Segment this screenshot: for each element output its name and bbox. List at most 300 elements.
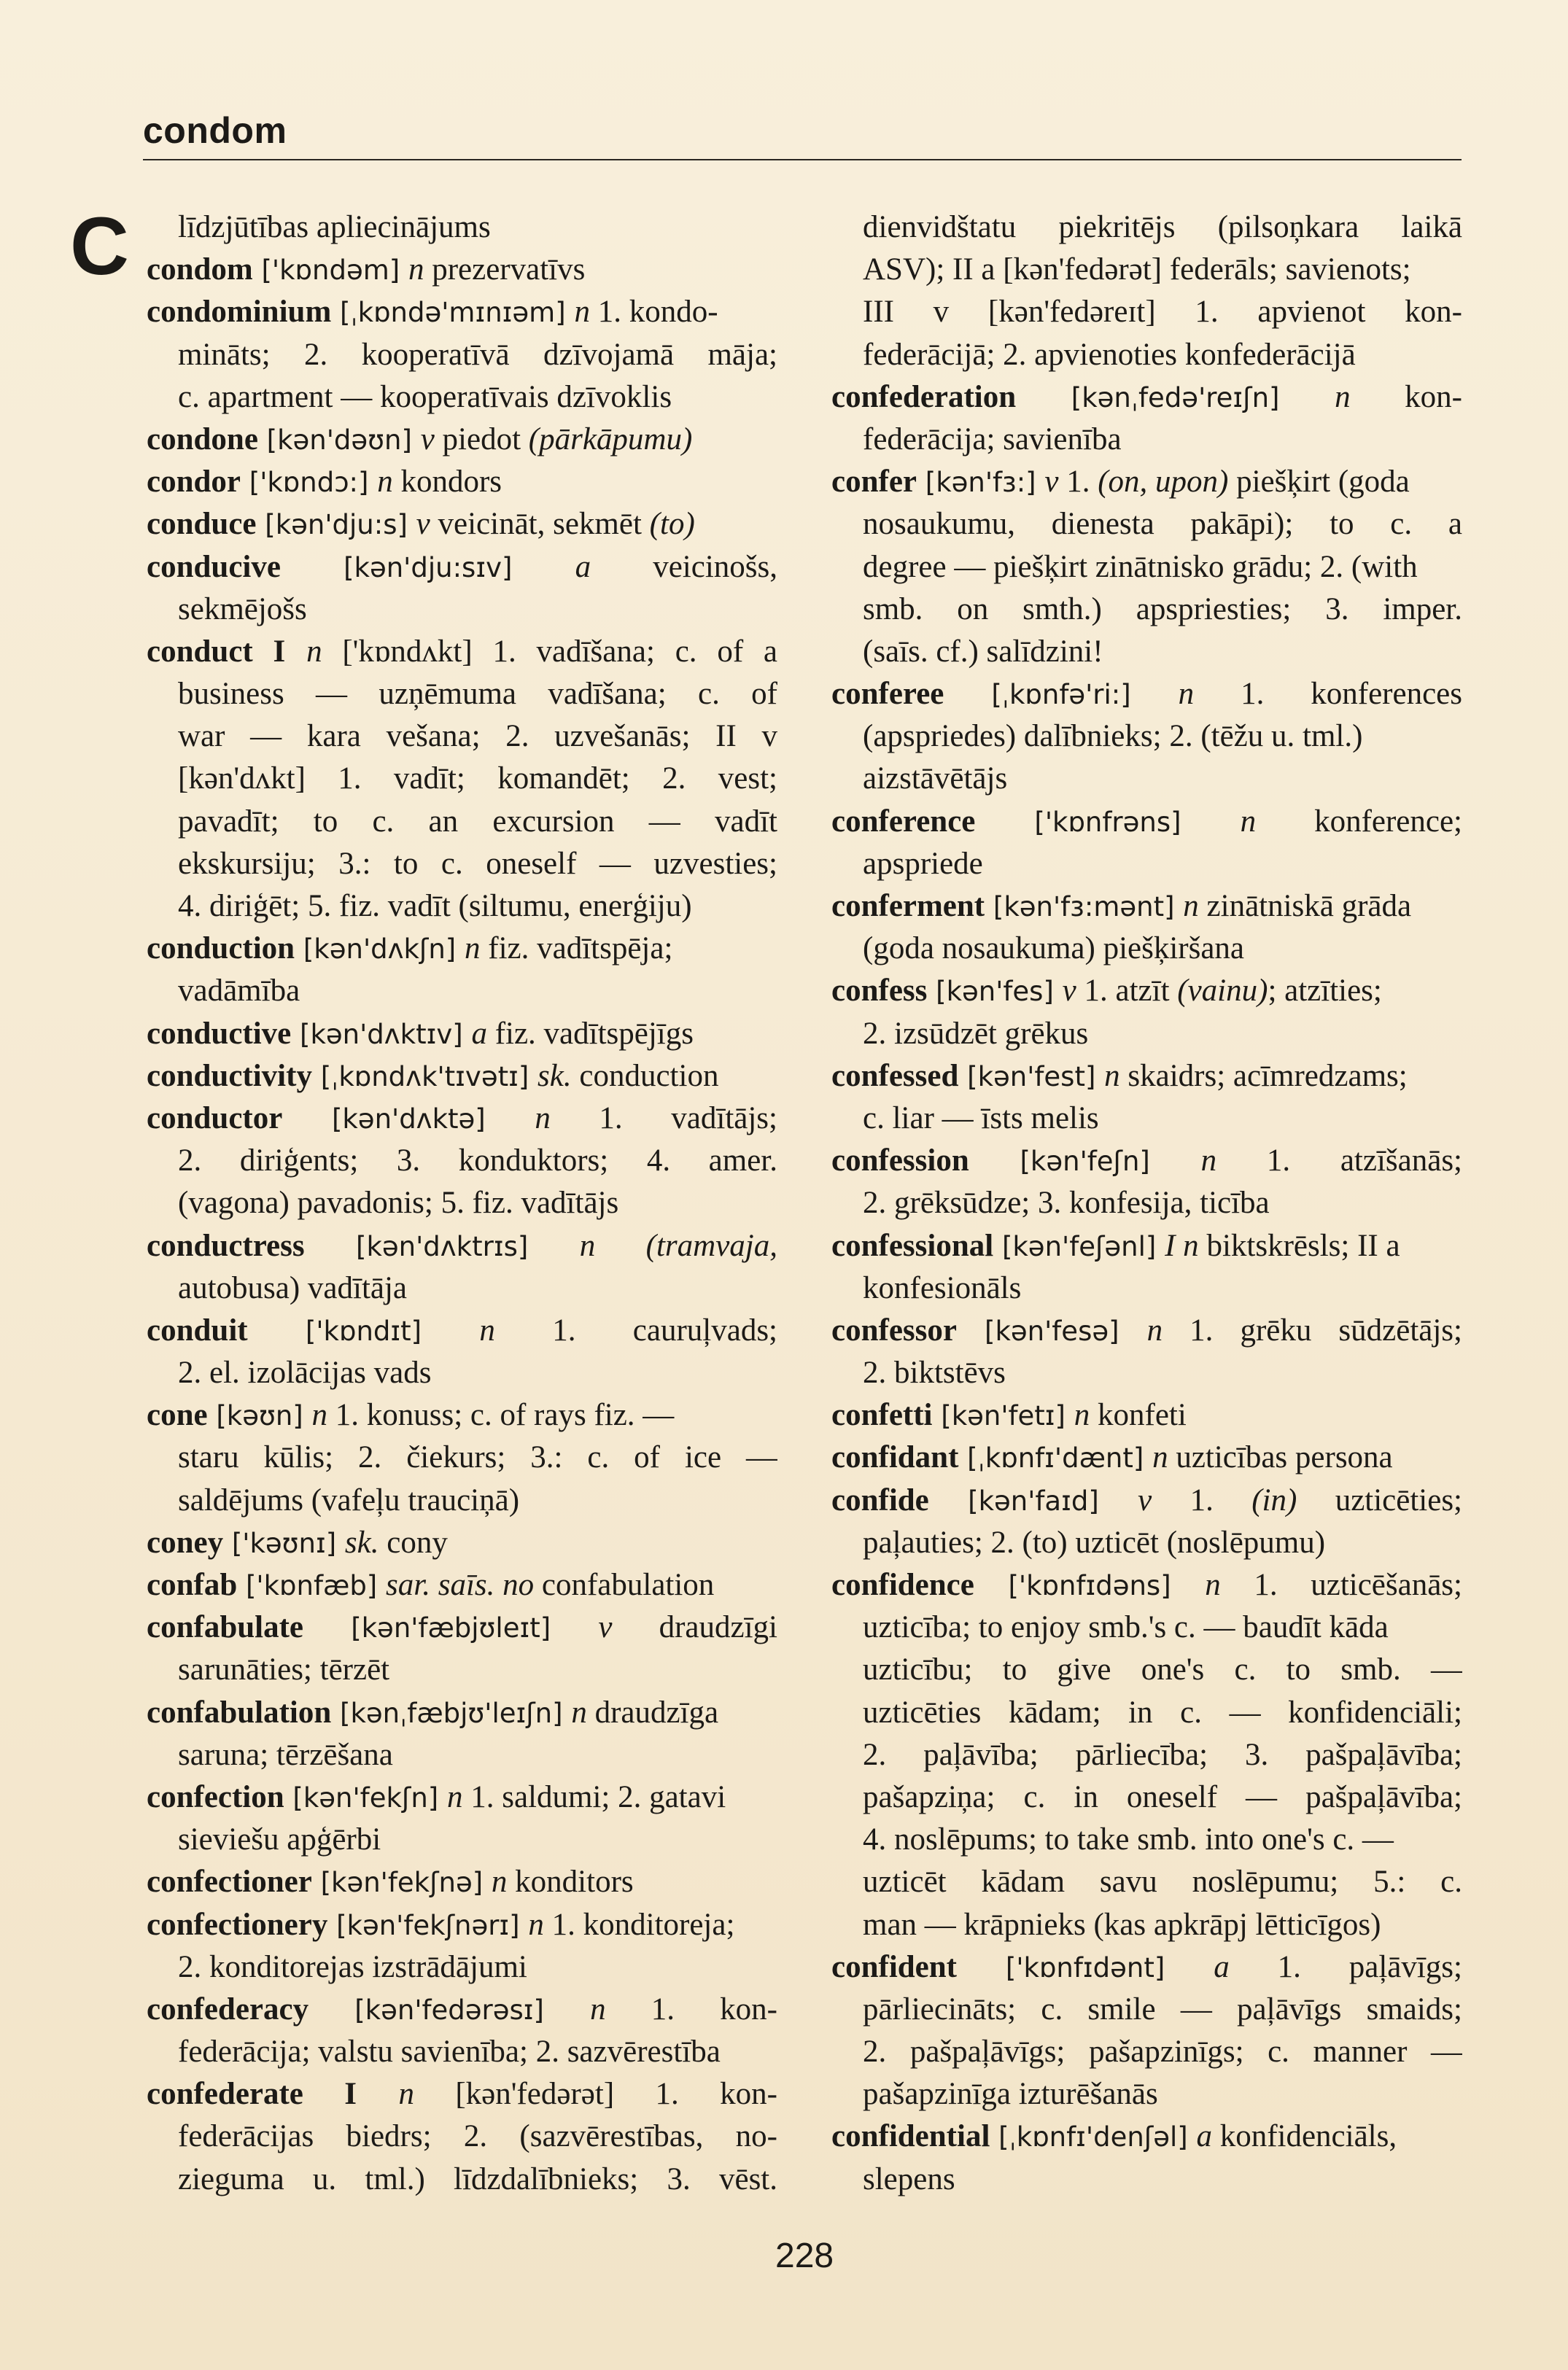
entry-text: pašapziņa; c. in oneself — pašpaļāvība; [863,1779,1462,1814]
part-of-speech: sk. [344,1525,379,1560]
continuation-line [147,843,777,885]
definition: 1. konditoreja; [543,1907,735,1942]
entry-text: federācijas biedrs; 2. (sazvērestības, no- [178,2119,777,2154]
continuation-line [831,1013,1462,1055]
headword: confessed [831,1058,959,1093]
entry-text: apspriede [863,846,983,881]
entry-line [831,461,1462,503]
definition: konditors [507,1865,634,1900]
pronunciation: [kən'fedərəsɪ] [308,1994,591,2026]
definition: konference; [1256,804,1462,839]
continuation-line [147,801,777,843]
part-of-speech: n [1205,1568,1221,1602]
continuation-line [831,503,1462,545]
left-column [147,206,777,2201]
definition: [kən'fedərət] 1. kon- [414,2077,777,2112]
headword: conduction [147,931,295,966]
definition: ['kɒndʌkt] 1. vadīšana; c. of a [322,634,777,669]
definition: draudzīga [586,1695,719,1730]
entry-line [831,376,1462,419]
definition: 1. vadītājs; [550,1100,777,1135]
pronunciation: [ˌkɒnfə'ri:] [944,679,1179,711]
part-of-speech: n [491,1865,508,1900]
part-of-speech: v [1044,465,1059,500]
continuation-line [831,334,1462,376]
definition-continued: uzticēties; [1297,1483,1462,1518]
entry-text: sarunāties; tērzēt [178,1652,390,1687]
part-of-speech: n [535,1100,551,1135]
entry-text: 2. paļāvība; pārliecība; 3. pašpaļāvība; [863,1737,1462,1772]
continuation-line [831,1522,1462,1564]
usage-label: (to) [641,507,695,542]
entry-text: pašapzinīga izturēšanās [863,2077,1158,2112]
entry-text: konfesionāls [863,1270,1022,1305]
entry-text: 2. konditorejas izstrādājumi [178,1949,527,1984]
pronunciation: ['kɒndɪt] [247,1315,480,1347]
entry-text: uzticība; to enjoy smb.'s c. — baudīt kāda [863,1610,1389,1645]
headword: conduct I [147,634,286,669]
headword: confession [831,1143,969,1178]
headword: condom [147,252,253,287]
continuation-line [147,1946,777,1989]
pronunciation: [kən'fekʃn] [284,1782,447,1814]
headword: confederation [831,379,1017,414]
entry-line [831,2115,1462,2158]
entry-text: 4. noslēpums; to take smb. into one's c. — [863,1822,1394,1857]
definition: skaidrs; acīmredzams; [1119,1058,1408,1093]
part-of-speech: n [1152,1440,1168,1475]
headword: confetti [831,1398,933,1433]
entry-text: paļauties; 2. (to) uzticēt (noslēpumu) [863,1525,1326,1560]
pronunciation: ['kɒnfrəns] [975,806,1241,838]
headword: confab [147,1568,238,1602]
entry-line [147,928,777,970]
pronunciation: [kən'fæbjʊleɪt] [303,1612,599,1644]
part-of-speech: n [1074,1398,1090,1433]
continuation-line [147,1819,777,1861]
continuation-line [831,928,1462,970]
usage-label: (in) [1251,1483,1297,1518]
continuation-line [831,1352,1462,1394]
entry-line [147,1097,777,1140]
headword: conferment [831,889,985,923]
entry-text: (apspriedes) dalībnieks; 2. (tēžu u. tml.) [863,719,1363,754]
entry-line [831,885,1462,928]
part-of-speech: v [1062,974,1076,1009]
continuation-line [831,631,1462,673]
continuation-line [831,715,1462,758]
pronunciation: [ˌkɒndə'mɪnɪəm] [331,297,575,329]
continuation-line [147,1734,777,1776]
definition-continued: ; atzīties; [1268,974,1382,1009]
definition: konfeti [1090,1398,1187,1433]
definition: veicinošs, [591,549,777,584]
continuation-line [831,1649,1462,1691]
definition: 1. kon- [605,1992,777,2027]
pronunciation: ['kɒndɔ:] [241,467,378,499]
definition: fiz. vadītspēja; [480,931,673,966]
definition: 1. paļāvīgs; [1229,1949,1462,1984]
pronunciation: [kən'feʃn] [969,1146,1201,1178]
headword: confident [831,1949,957,1984]
running-head: condom [143,110,287,151]
pronunciation: [kən'dʌktə] [282,1103,535,1135]
entry-text: 2. diriģents; 3. konduktors; 4. amer. [178,1143,777,1178]
entry-text: (goda nosaukuma) piešķiršana [863,931,1245,966]
definition: veicināt, sekmēt [430,507,642,542]
entry-text: saruna; tērzēšana [178,1737,393,1772]
continuation-line [147,1649,777,1691]
entry-text: c. apartment — kooperatīvais dzīvoklis [178,379,672,414]
pronunciation: [kən'fetɪ] [932,1400,1074,1432]
entry-line [147,631,777,673]
headword: conferee [831,677,944,712]
continuation-line [831,1989,1462,2031]
continuation-line [147,673,777,715]
pronunciation: [kən'fɜ:] [917,467,1045,499]
entry-text: vadāmība [178,974,300,1009]
headword: confer [831,465,917,500]
part-of-speech: n [1183,889,1199,923]
continuation-line [831,249,1462,291]
part-of-speech: a [471,1016,487,1051]
continuation-line [831,2073,1462,2115]
definition: fiz. vadītspējīgs [486,1016,694,1051]
entry-text: war — kara vešana; 2. uzvešanās; II v [178,719,777,754]
continuation-line [147,1182,777,1224]
entry-line [147,503,777,545]
headword: conducive [147,549,281,584]
entry-text: degree — piešķirt zinātnisko grādu; 2. (with [863,549,1418,584]
entry-text: mināts; 2. kooperatīvā dzīvojamā māja; [178,337,777,372]
part-of-speech: n [1335,379,1351,414]
continuation-line [147,2159,777,2201]
entry-line [831,1946,1462,1989]
continuation-line [831,419,1462,461]
entry-text: federācijā; 2. apvienoties konfederācijā [863,337,1356,372]
usage-label: (tramvaja, [595,1228,777,1263]
continuation-line [831,588,1462,631]
part-of-speech: n [377,465,393,500]
pronunciation: [kən'fekʃnə] [311,1867,492,1899]
entry-text: zieguma u. tml.) līdzdalībnieks; 3. vēst. [178,2161,777,2196]
pronunciation: ['kɒndəm] [252,255,408,287]
continuation-line [831,1692,1462,1734]
part-of-speech: n [446,1779,463,1814]
definition: piedot [434,421,529,456]
entry-line [831,1437,1462,1479]
continuation-line [831,291,1462,333]
part-of-speech: n [465,931,481,966]
definition: uzticības persona [1168,1440,1393,1475]
part-of-speech: n [1200,1143,1217,1178]
continuation-line [147,2115,777,2158]
right-column [831,206,1462,2201]
entry-line [147,1310,777,1352]
entry-text: 2. biktstēvs [863,1356,1006,1391]
headword: confidential [831,2119,990,2154]
entry-text: pavadīt; to c. an excursion — vadīt [178,804,777,839]
headword: confidence [831,1568,974,1602]
header-rule [143,159,1462,160]
continuation-line [147,1352,777,1394]
entry-line [147,1989,777,2031]
entry-line [147,1606,777,1649]
continuation-line [147,376,777,419]
headword: conductor [147,1100,283,1135]
headword: confessor [831,1313,957,1348]
part-of-speech: n [574,295,590,330]
pronunciation: [ˌkɒndʌk'tɪvətɪ] [311,1060,538,1092]
entry-text: business — uzņēmuma vadīšana; c. of [178,677,777,712]
entry-line [831,1225,1462,1267]
definition: prezervatīvs [424,252,586,287]
entry-text: sieviešu apģērbi [178,1822,381,1857]
headword: confabulation [147,1695,332,1730]
continuation-line [147,588,777,631]
pronunciation: [kənˌfæbjʊ'leɪʃn] [331,1697,572,1729]
definition: 1. cauruļvads; [494,1313,777,1348]
part-of-speech: sar. saīs. no [386,1568,535,1602]
definition: 1. saldumi; 2. gatavi [462,1779,726,1814]
definition: conduction [571,1058,719,1093]
entry-line [147,1861,777,1903]
continuation-line [831,1904,1462,1946]
continuation-line [831,1819,1462,1861]
headword: confidant [831,1440,959,1475]
pronunciation: [kən'fekʃnərɪ] [327,1909,529,1941]
headword: confederate I [147,2077,357,2112]
entry-line [147,1776,777,1819]
part-of-speech: v [598,1610,613,1645]
continuation-line [147,334,777,376]
part-of-speech: n [408,252,424,287]
entry-text: sekmējošs [178,591,307,626]
entry-text: ekskursiju; 3.: to c. oneself — uzvesties; [178,846,777,881]
continuation-line [831,1776,1462,1819]
headword: confide [831,1483,929,1518]
entry-text: (saīs. cf.) salīdzini! [863,634,1103,669]
entry-line [831,1055,1462,1097]
pronunciation: [kən'fɜ:mənt] [985,891,1184,922]
headword: condone [147,421,258,456]
continuation-line [831,1734,1462,1776]
pronunciation: [kən'dəʊn] [257,424,421,456]
continuation-line [831,206,1462,249]
part-of-speech: n [590,1992,606,2027]
continuation-line [831,1606,1462,1649]
entry-text: III v [kən'fedəreɪt] 1. apvienot kon- [863,295,1462,330]
headword: confection [147,1779,284,1814]
definition: 1. atzīt [1076,974,1178,1009]
definition: 1. atzīšanās; [1216,1143,1462,1178]
part-of-speech: n [571,1695,587,1730]
entry-text: staru kūlis; 2. čiekurs; 3.: c. of ice — [178,1440,777,1475]
definition: 1. kondo- [589,295,718,330]
headword: confectionery [147,1907,328,1942]
part-of-speech: v [1138,1483,1152,1518]
continuation-line [831,1267,1462,1310]
continuation-line [147,1480,777,1522]
pronunciation: [kənˌfedə'reɪʃn] [1016,381,1335,413]
continuation-line [147,758,777,800]
headword: conduce [147,507,257,542]
entry-text: nosaukumu, dienesta pakāpi); to c. a [863,507,1462,542]
entry-line [831,673,1462,715]
part-of-speech: a [575,549,591,584]
part-of-speech: n [398,2077,414,2112]
entry-line [147,546,777,588]
usage-label: (vainu) [1177,974,1268,1009]
entry-text: [kən'dʌkt] 1. vadīt; komandēt; 2. vest; [178,761,777,796]
definition: confabulation [534,1568,715,1602]
entry-text: man — krāpnieks (kas apkrāpj lētticīgos) [863,1907,1381,1942]
continuation-line [831,546,1462,588]
definition: kondors [392,465,502,500]
entry-text: federācija; valstu savienība; 2. sazvērestība [178,2035,721,2070]
entry-line [831,1310,1462,1352]
pronunciation: [ˌkɒnfɪ'dænt] [958,1442,1153,1475]
entry-line [147,1225,777,1267]
entry-text: (vagona) pavadonis; 5. fiz. vadītājs [178,1186,619,1221]
part-of-speech: n [479,1313,495,1348]
part-of-speech: n [579,1228,596,1263]
pronunciation: [kən'fes] [927,976,1063,1008]
definition: 1. konuss; c. of rays fiz. — [327,1398,675,1433]
part-of-speech: n [1178,677,1195,712]
continuation-line [147,715,777,758]
entry-text: dienvidštatu piekritējs (pilsoņkara laikā [863,210,1462,244]
page-number: 228 [775,2237,834,2275]
headword: conductivity [147,1058,312,1093]
definition: draudzīgi [612,1610,777,1645]
definition: 1. grēku sūdzētājs; [1163,1313,1462,1348]
definition: 1. konferences [1194,677,1462,712]
pronunciation: [kən'dʌkʃn] [295,933,465,966]
entry-text: federācija; savienība [863,421,1122,456]
part-of-speech: n [1104,1058,1120,1093]
continuation-line [831,2159,1462,2201]
part-of-speech: n [311,1398,327,1433]
pronunciation: [kən'dʌktrɪs] [304,1230,580,1262]
entry-line [147,2073,777,2115]
entry-text: ASV); II a [kən'fedərət] federāls; savienots; [863,252,1411,287]
entry-line [147,1904,777,1946]
entry-line [831,970,1462,1012]
entry-line [147,419,777,461]
entry-line [147,1055,777,1097]
pronunciation: ['kɒnfɪdənt] [957,1951,1214,1984]
part-of-speech: sk. [537,1058,572,1093]
headword: coney [147,1525,224,1560]
entry-text: 2. grēksūdze; 3. konfesija, ticība [863,1186,1270,1221]
entry-text: c. liar — īsts melis [863,1100,1099,1135]
entry-line [831,1394,1462,1437]
pronunciation: [kən'fest] [958,1060,1105,1092]
continuation-line [147,206,777,249]
headword: conference [831,804,976,839]
headword: confederacy [147,1992,309,2027]
part-of-speech: n [1146,1313,1163,1348]
continuation-line [831,1861,1462,1903]
definition: zinātniskā grāda [1198,889,1412,923]
entry-text: autobusa) vadītāja [178,1270,408,1305]
definition: kon- [1350,379,1462,414]
part-of-speech: I n [1165,1228,1199,1263]
entry-line [147,1692,777,1734]
headword: condominium [147,295,332,330]
headword: conductive [147,1016,292,1051]
part-of-speech: n [528,1907,544,1942]
entry-line [147,1394,777,1437]
entry-text: smb. on smth.) apspriesties; 3. imper. [863,591,1462,626]
continuation-line [831,1182,1462,1224]
entry-line [147,249,777,291]
headword: confess [831,974,928,1009]
pronunciation: [kən'dju:s] [256,509,416,541]
continuation-line [831,758,1462,800]
pronunciation: [kən'dju:sɪv] [280,551,575,583]
entry-text: 2. izsūdzēt grēkus [863,1016,1089,1051]
entry-text: uzticību; to give one's c. to smb. — [863,1652,1462,1687]
continuation-line [147,2031,777,2073]
pronunciation: [kən'fesə] [956,1315,1147,1347]
pronunciation: [kən'faɪd] [928,1485,1138,1517]
pronunciation: [kən'dʌktɪv] [291,1018,472,1050]
entry-line [831,1140,1462,1182]
entry-text: uzticēties kādam; in c. — konfidenciāli; [863,1695,1462,1730]
part-of-speech: a [1214,1949,1230,1984]
pronunciation: [kən'feʃənl] [993,1230,1165,1262]
entry-line [147,1013,777,1055]
entry-text: uzticēt kādam savu noslēpumu; 5.: c. [863,1865,1462,1900]
definition: 1. uzticēšanās; [1220,1568,1462,1602]
continuation-line [147,970,777,1012]
continuation-line [147,1140,777,1182]
pronunciation [357,2079,398,2110]
pronunciation: [ˌkɒnfɪ'denʃəl] [990,2121,1197,2153]
headword: confectioner [147,1865,312,1900]
entry-line [147,1564,777,1606]
entry-line [831,1480,1462,1522]
entry-text: slepens [863,2161,955,2196]
part-of-speech: n [306,634,322,669]
continuation-line [147,885,777,928]
pronunciation [285,637,306,668]
definition: biktskrēsls; II a [1198,1228,1400,1263]
entry-text: pārliecināts; c. smile — paļāvīgs smaids; [863,1992,1462,2027]
definition: 1. [1152,1483,1252,1518]
entry-text: 4. diriģēt; 5. fiz. vadīt (siltumu, enerģiju) [178,889,692,923]
headword: cone [147,1398,208,1433]
part-of-speech: n [1240,804,1257,839]
continuation-line [831,1097,1462,1140]
entry-text: 2. pašpaļāvīgs; pašapzinīgs; c. manner — [863,2035,1462,2070]
entry-text: saldējums (vafeļu trauciņā) [178,1483,520,1518]
entry-line [147,291,777,333]
headword: confessional [831,1228,994,1263]
definition: konfidenciāls, [1211,2119,1397,2154]
pronunciation: [kəʊn] [207,1400,312,1432]
headword: conduit [147,1313,248,1348]
entry-text: līdzjūtības apliecinājums [178,210,491,244]
definition-continued: piešķirt (goda [1228,465,1410,500]
pronunciation: ['kɒnfæb] [237,1570,387,1601]
part-of-speech: v [420,421,435,456]
pronunciation: ['kɒnfɪdəns] [974,1570,1206,1601]
part-of-speech: v [416,507,430,542]
entry-line [831,801,1462,843]
